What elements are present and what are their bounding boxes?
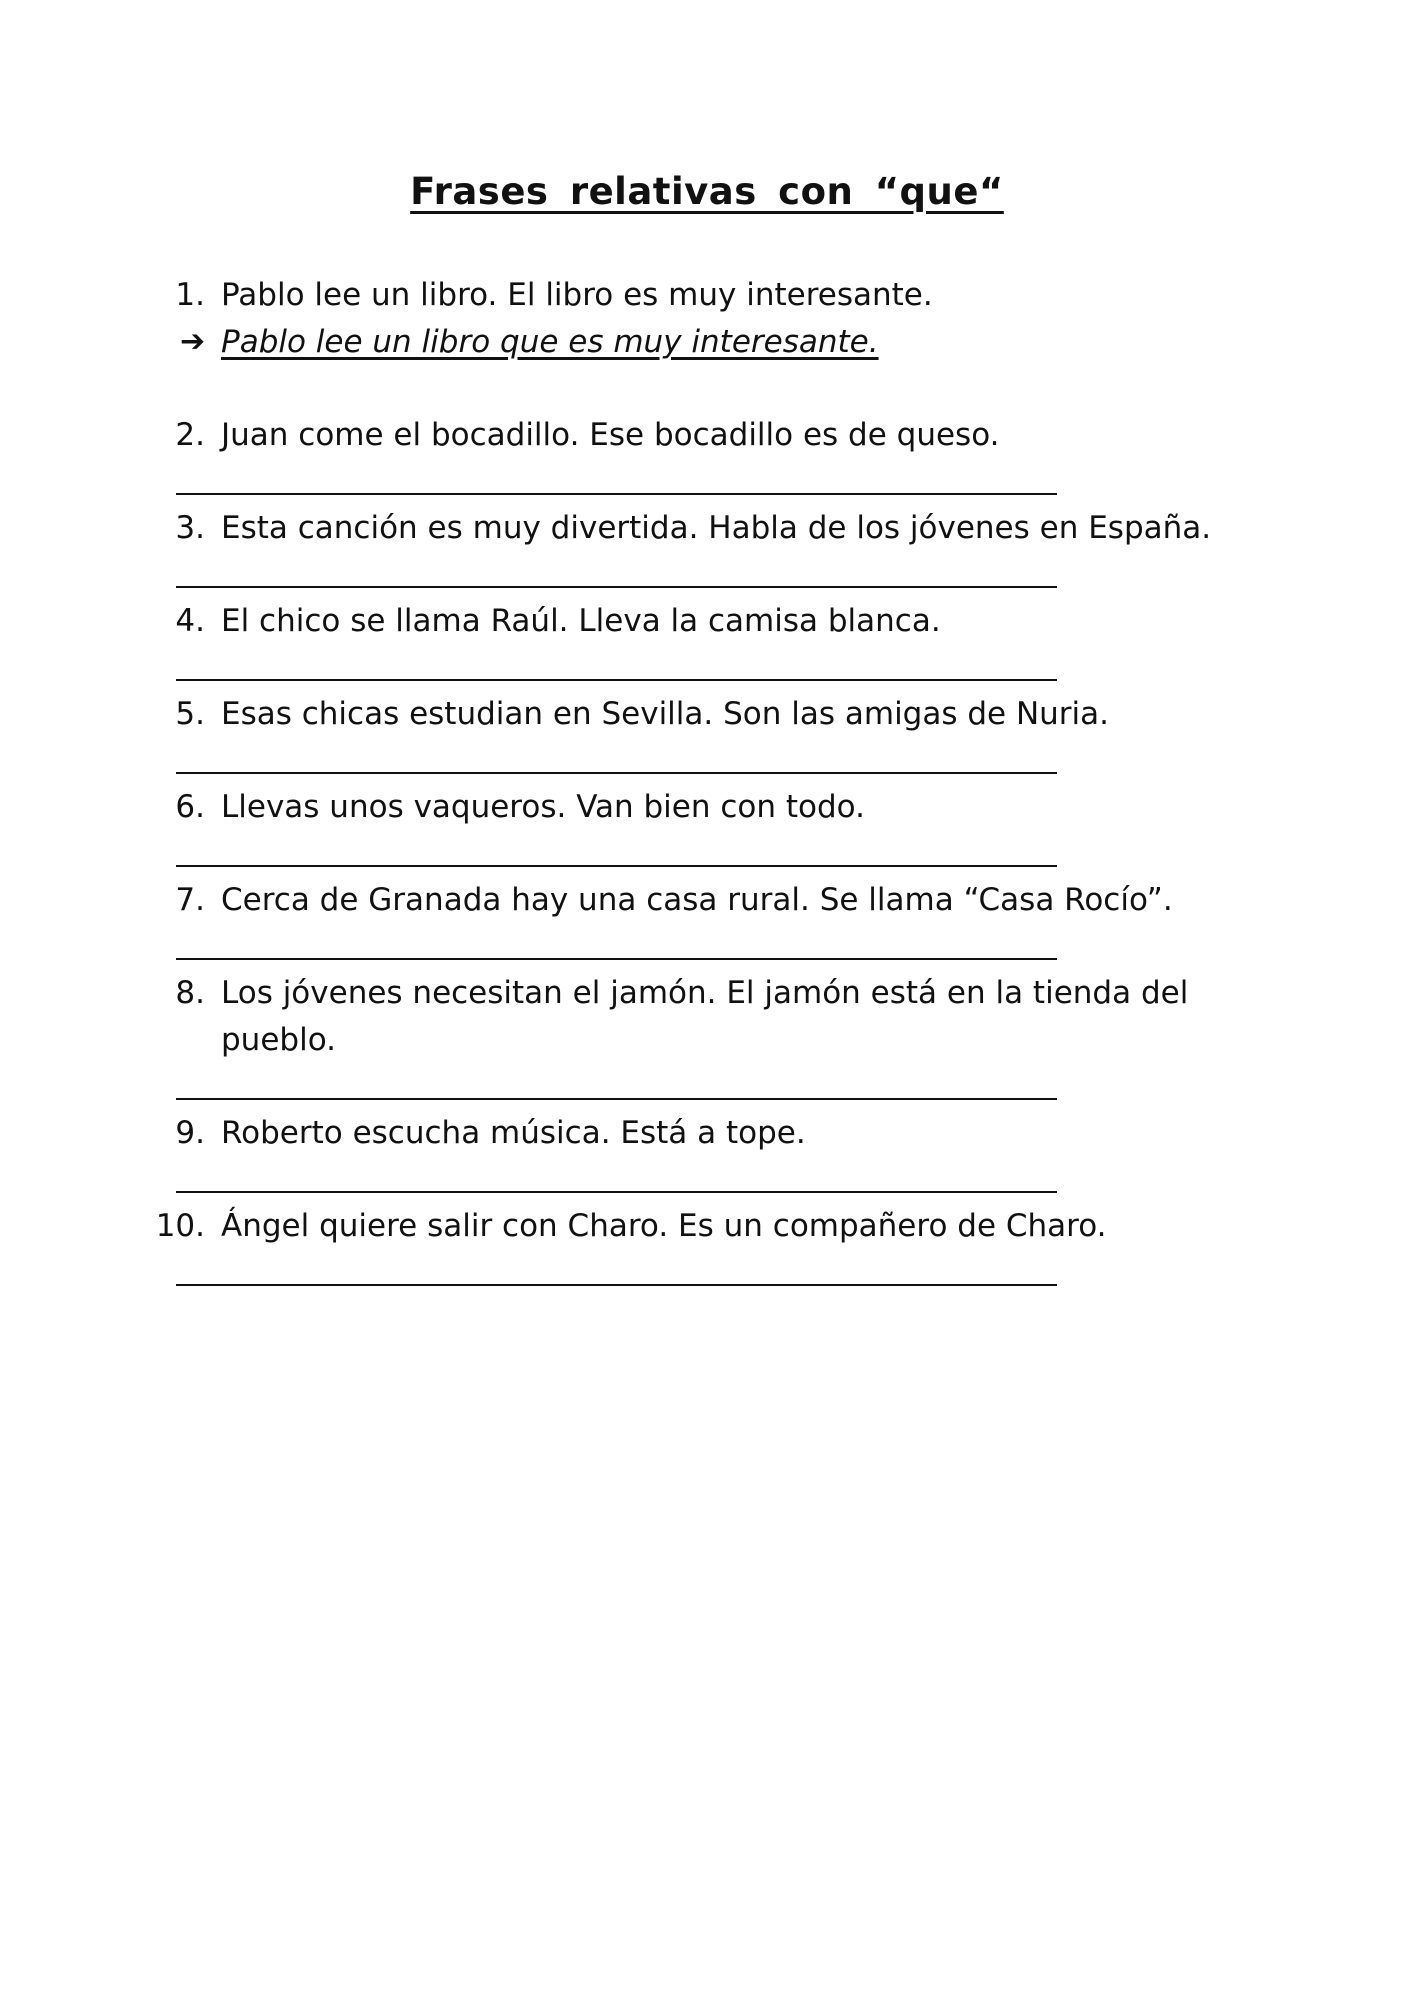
answer-line[interactable] <box>176 679 1057 681</box>
answer-line[interactable] <box>176 772 1057 774</box>
answer-line[interactable] <box>176 865 1057 867</box>
answer-line[interactable] <box>176 586 1057 588</box>
item-sentence: Cerca de Granada hay una casa rural. Se llama “Casa Rocío”. <box>221 882 1173 918</box>
item-sentence: Llevas unos vaqueros. Van bien con todo. <box>221 789 865 825</box>
item-sentence-continuation: pueblo. <box>221 1022 336 1058</box>
item-sentence: El chico se llama Raúl. Lleva la camisa blanca. <box>221 603 941 639</box>
item-sentence: Esta canción es muy divertida. Habla de los jóvenes en España. <box>221 510 1212 546</box>
item-sentence: Pablo lee un libro. El libro es muy interesante. <box>221 277 933 313</box>
item-sentence: Esas chicas estudian en Sevilla. Son las amigas de Nuria. <box>221 696 1110 732</box>
item-number: 7. <box>175 882 205 918</box>
arrow-icon: ➔ <box>180 324 206 359</box>
item-number: 6. <box>175 789 205 825</box>
answer-line[interactable] <box>176 958 1057 960</box>
answer-line[interactable] <box>176 1191 1057 1193</box>
item-sentence: Los jóvenes necesitan el jamón. El jamón está en la tienda del <box>221 975 1189 1011</box>
item-sentence: Ángel quiere salir con Charo. Es un compañero de Charo. <box>221 1208 1107 1244</box>
item-sentence: Juan come el bocadillo. Ese bocadillo es de queso. <box>221 417 1000 453</box>
example-answer: Pablo lee un libro que es muy interesante. <box>221 324 879 360</box>
item-number: 10. <box>155 1208 205 1244</box>
item-number: 3. <box>175 510 205 546</box>
item-number: 2. <box>175 417 205 453</box>
worksheet-title: Frases relativas con “que“ <box>410 170 1004 213</box>
item-number: 1. <box>175 277 205 313</box>
answer-line[interactable] <box>176 1284 1057 1286</box>
item-number: 8. <box>175 975 205 1011</box>
item-number: 5. <box>175 696 205 732</box>
item-number: 9. <box>175 1115 205 1151</box>
item-sentence: Roberto escucha música. Está a tope. <box>221 1115 806 1151</box>
answer-line[interactable] <box>176 493 1057 495</box>
answer-line[interactable] <box>176 1098 1057 1100</box>
item-number: 4. <box>175 603 205 639</box>
